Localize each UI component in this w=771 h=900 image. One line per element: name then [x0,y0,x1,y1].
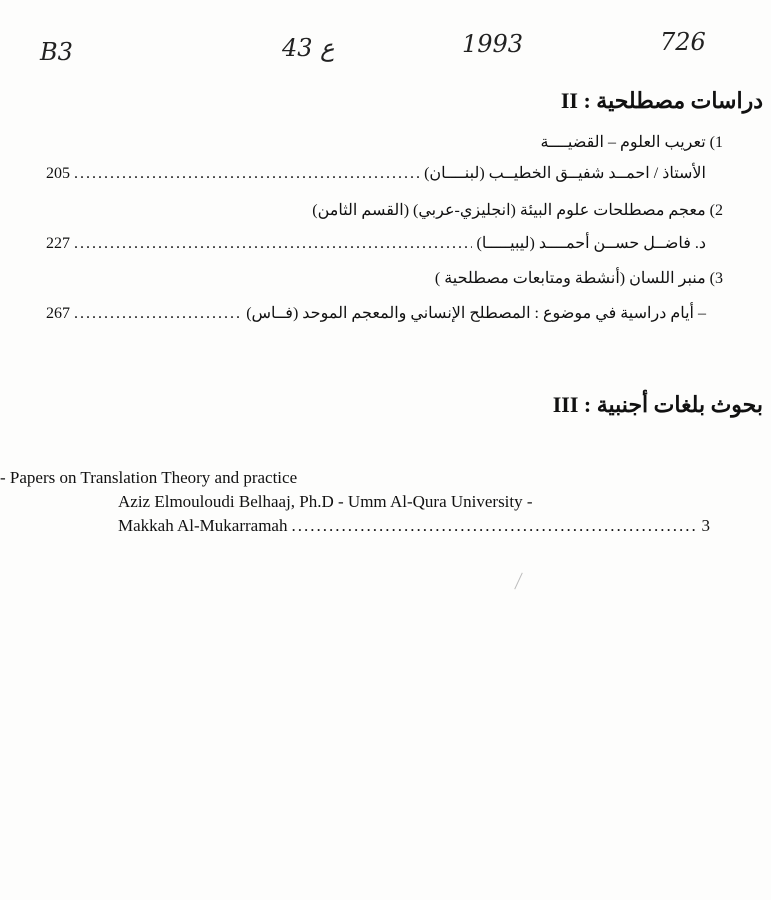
toc-item-3-detail: – أيام دراسية في موضوع : المصطلح الإنساني والمعجم الموحد (فــاس) [246,305,706,322]
section-3-heading: III : بحوث بلغات أجنبية [552,392,763,417]
handwritten-number: 726 [660,28,706,56]
toc-item-1-row [46,163,706,183]
toc-item-1-detail: الأستاذ / احمــد شفيــق الخطيــب (لبنــــان) [424,165,706,182]
toc-item-2-detail: د. فاضــل حســن أحمــــد (ليبيـــــا) [476,235,706,252]
toc-item-3-title: 3) منبر اللسان (أنشطة ومتابعات مصطلحية ) [434,270,723,287]
foreign-paper-page: 3 [701,516,710,535]
leader-dots [74,235,472,253]
toc-item-3-row [46,303,706,323]
leader-dots [74,165,420,183]
leader-dots [291,516,697,536]
section-2-heading: II : دراسات مصطلحية [560,88,763,113]
foreign-paper-author: Aziz Elmouloudi Belhaaj, Ph.D - Umm Al-Qura University - [118,492,533,511]
foreign-paper-place: Makkah Al-Mukarramah [118,516,288,535]
toc-item-1-page: 205 [46,165,70,182]
handwritten-year: 1993 [462,30,524,58]
foreign-paper-title: - Papers on Translation Theory and practice [0,468,298,487]
toc-item-3-page: 267 [46,305,70,322]
handwritten-code-b3: B3 [40,38,73,66]
foreign-paper-row [118,516,710,536]
toc-item-2-row [46,233,706,253]
toc-item-1-title: 1) تعريب العلوم – القضيــــة [540,134,723,151]
stray-mark [514,573,523,590]
handwritten-code-43: 43 ع [282,34,335,62]
leader-dots [74,305,242,323]
toc-item-2-page: 227 [46,235,70,252]
toc-item-2-title: 2) معجم مصطلحات علوم البيئة (انجليزي-عربي) (القسم الثامن) [312,202,723,219]
